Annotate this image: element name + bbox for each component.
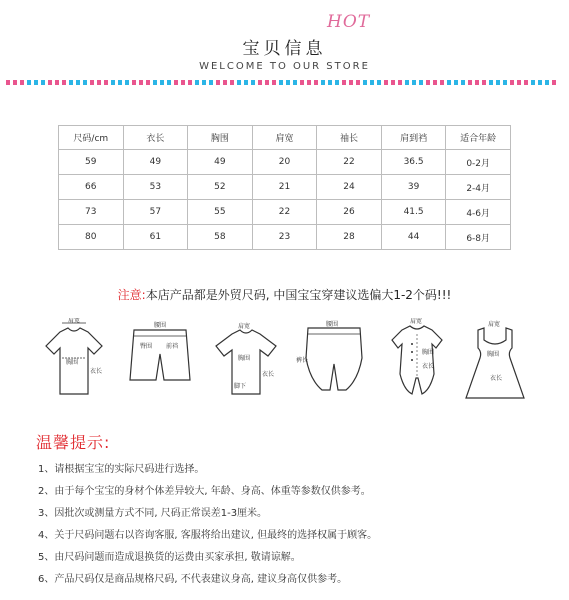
romper-chest-label: 胸围 [422,349,435,356]
shorts-diagram [124,318,196,398]
divider-dot [503,80,507,85]
divider-dot [475,80,479,85]
table-cell: 80 [59,225,124,250]
table-header-row [59,126,511,150]
tshirt-chest-label: 胸围 [66,359,79,366]
divider-dot [174,80,178,85]
tshirt-shoulder-label: 肩宽 [68,318,81,324]
measurement-diagrams [40,318,530,408]
table-cell: 44 [381,225,446,250]
divider-dot [139,80,143,85]
divider-dot [300,80,304,85]
divider-dot [195,80,199,85]
divider-dot [83,80,87,85]
divider-dot [461,80,465,85]
divider-dot [27,80,31,85]
divider-dot [111,80,115,85]
table-header-cell: 肩到裆 [381,126,446,150]
table-header-cell: 胸围 [188,126,253,150]
tip-item: 1、请根据宝宝的实际尺码进行选择。 [38,464,205,475]
table-cell: 49 [123,150,188,175]
divider-dot [433,80,437,85]
pants-length-label: 裤长 [296,357,309,364]
divider-dot [13,80,17,85]
table-cell: 21 [252,175,317,200]
divider-dot [209,80,213,85]
table-cell: 58 [188,225,253,250]
divider-dot [90,80,94,85]
divider-dot [545,80,549,85]
divider-dot [349,80,353,85]
divider-dot [335,80,339,85]
divider-dot [454,80,458,85]
divider-dot [104,80,108,85]
divider-dot [398,80,402,85]
divider-dot [244,80,248,85]
table-header-cell: 尺码/cm [59,126,124,150]
divider-dot [377,80,381,85]
tshirt2-diagram [210,318,282,398]
divider-dot [188,80,192,85]
tip-item: 2、由于每个宝宝的身材个体差异较大, 年龄、身高、体重等参数仅供参考。 [38,486,371,497]
table-cell: 36.5 [381,150,446,175]
table-cell: 28 [317,225,382,250]
table-cell: 41.5 [381,200,446,225]
divider-dot [97,80,101,85]
divider-dot [41,80,45,85]
table-cell: 24 [317,175,382,200]
divider-dot [307,80,311,85]
divider-dot [468,80,472,85]
table-cell: 22 [317,150,382,175]
divider-dot [20,80,24,85]
page-title: 宝贝信息 [242,39,327,59]
divider-dot [55,80,59,85]
table-cell: 22 [252,200,317,225]
table-cell: 59 [59,150,124,175]
divider-dot [48,80,52,85]
table-cell: 6-8月 [446,225,511,250]
table-cell: 61 [123,225,188,250]
divider-dot [160,80,164,85]
tip-item: 4、关于尺码问题右以咨询客服, 客服将给出建议, 但最终的选择权属于顾客。 [38,530,378,541]
divider-dot [496,80,500,85]
divider-dot [251,80,255,85]
divider-dot [524,80,528,85]
divider-dot [223,80,227,85]
divider-dot [181,80,185,85]
tshirt2-chest-label: 胸围 [238,355,251,362]
divider-dot [531,80,535,85]
dress-shoulder-label: 肩宽 [488,321,501,328]
table-row [59,150,511,175]
tshirt-diagram [40,318,108,398]
tshirt2-shoulder-label: 肩宽 [238,323,251,330]
table-cell: 52 [188,175,253,200]
table-cell: 55 [188,200,253,225]
size-table [58,125,511,250]
divider-dot [517,80,521,85]
divider-dot [216,80,220,85]
dress-length-label: 衣长 [490,375,503,382]
table-cell: 4-6月 [446,200,511,225]
table-header-cell: 衣长 [123,126,188,150]
tshirt-length-label: 衣长 [90,368,103,375]
dress-diagram [460,318,530,404]
hot-badge: HOT [327,12,371,32]
notice-label: 注意: [117,288,146,302]
divider-dot [258,80,262,85]
divider-dot [538,80,542,85]
table-cell: 49 [188,150,253,175]
divider-dot [552,80,556,85]
divider-dot [286,80,290,85]
pants-diagram [296,318,372,398]
divider-dot [482,80,486,85]
divider-dot [279,80,283,85]
divider-dot [265,80,269,85]
shorts-rise-label: 前裆 [166,343,179,350]
dotted-divider [6,78,563,88]
divider-dot [272,80,276,85]
table-cell: 0-2月 [446,150,511,175]
divider-dot [405,80,409,85]
table-row [59,225,511,250]
divider-dot [118,80,122,85]
divider-dot [293,80,297,85]
divider-dot [34,80,38,85]
divider-dot [237,80,241,85]
table-cell: 57 [123,200,188,225]
table-cell: 2-4月 [446,175,511,200]
table-cell: 39 [381,175,446,200]
divider-dot [419,80,423,85]
tip-item: 5、由尺码问题而造成退换货的运费由买家承担, 敬请谅解。 [38,552,301,563]
divider-dot [230,80,234,85]
divider-dot [391,80,395,85]
size-notice [0,286,569,303]
table-cell: 26 [317,200,382,225]
divider-dot [132,80,136,85]
table-cell: 73 [59,200,124,225]
divider-dot [321,80,325,85]
tip-item: 6、产品尺码仅是商品规格尺码, 不代表建议身高, 建议身高仅供参考。 [38,574,348,585]
page-subtitle: WELCOME TO OUR STORE [199,61,370,72]
tips-list [38,463,538,595]
dress-chest-label: 胸围 [487,351,500,358]
table-cell: 23 [252,225,317,250]
divider-dot [426,80,430,85]
table-row [59,200,511,225]
divider-dot [167,80,171,85]
shorts-waist-label: 腰围 [154,322,167,329]
divider-dot [356,80,360,85]
divider-dot [146,80,150,85]
divider-dot [328,80,332,85]
divider-dot [370,80,374,85]
divider-dot [62,80,66,85]
tips-title: 温馨提示: [36,433,111,452]
divider-dot [412,80,416,85]
divider-dot [125,80,129,85]
divider-dot [6,80,10,85]
table-row [59,175,511,200]
divider-dot [489,80,493,85]
table-cell: 20 [252,150,317,175]
divider-dot [363,80,367,85]
tshirt2-length-label: 衣长 [262,371,275,378]
tshirt2-hem-label: 脚下 [234,383,247,390]
table-cell: 66 [59,175,124,200]
divider-dot [153,80,157,85]
notice-text: 本店产品都是外贸尺码, 中国宝宝穿建议选偏大1-2个码!!! [145,288,452,302]
table-cell: 53 [123,175,188,200]
table-header-cell: 肩宽 [252,126,317,150]
divider-dot [510,80,514,85]
divider-dot [314,80,318,85]
table-header-cell: 袖长 [317,126,382,150]
divider-dot [440,80,444,85]
romper-length-label: 衣长 [422,363,435,370]
divider-dot [69,80,73,85]
divider-dot [447,80,451,85]
table-header-cell: 适合年龄 [446,126,511,150]
shorts-hip-label: 臀围 [140,343,153,350]
pants-waist-label: 腰围 [326,321,339,328]
romper-diagram [382,318,452,398]
divider-dot [342,80,346,85]
tip-item: 3、因批次或测量方式不同, 尺码正常误差1-3厘米。 [38,508,268,519]
divider-dot [76,80,80,85]
divider-dot [384,80,388,85]
romper-shoulder-label: 肩宽 [410,318,423,325]
divider-dot [202,80,206,85]
header [0,0,569,95]
